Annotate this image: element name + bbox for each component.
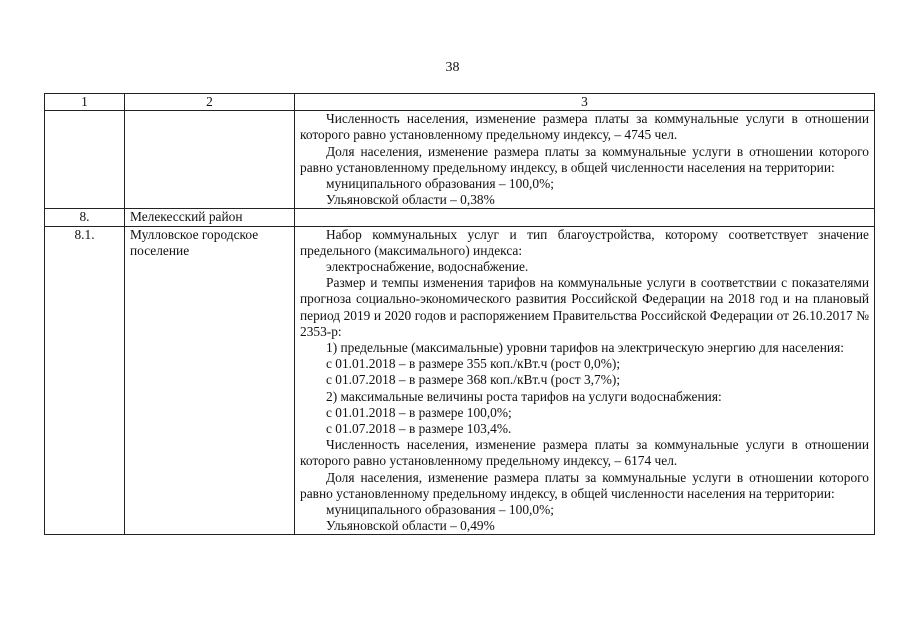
text-paragraph: 2) максимальные величины роста тарифов на услуги водоснабжения:: [326, 388, 722, 404]
header-col-2: 2: [125, 94, 295, 111]
text-paragraph: с 01.07.2018 – в размере 368 коп./кВт.ч (рост 3,7%);: [326, 372, 621, 388]
table-header-row: [45, 94, 875, 111]
text-paragraph: муниципального образования – 100,0%;: [326, 176, 554, 192]
cell-territory: Мелекесский район: [125, 209, 295, 226]
text-paragraph: Набор коммунальных услуг и тип благоустройства, которому соответствует значение предельного (максимального) индекса:: [300, 226, 869, 258]
text-paragraph: 1) предельные (максимальные) уровни тарифов на электрическую энергию для населения:: [326, 340, 844, 356]
cell-territory: Мулловское городское поселение: [125, 226, 295, 535]
text-paragraph: с 01.01.2018 – в размере 355 коп./кВт.ч (рост 0,0%);: [326, 356, 621, 372]
cell-content: [295, 209, 875, 226]
page-number: 38: [445, 60, 460, 75]
cell-content: [295, 111, 875, 209]
cell-territory: [125, 111, 295, 209]
text-paragraph: с 01.01.2018 – в размере 100,0%;: [326, 404, 512, 420]
text-paragraph: Размер и темпы изменения тарифов на коммунальные услуги в соответствии с показателями прогноза социально-экономического развития Российской Федерации на 2018 год и на плановый период 2019 и 2020 годов и распоряжением Правительства Российской Федерации от 26.10.2017 № 2353-р:: [300, 275, 869, 339]
text-paragraph: Доля населения, изменение размера платы за коммунальные услуги в отношении которого равно установленному предельному индексу, в общей численности населения на территории:: [300, 469, 869, 501]
cell-number: 8.: [45, 209, 125, 226]
cell-number: [45, 111, 125, 209]
text-paragraph: Численность населения, изменение размера платы за коммунальные услуги в отношении которого равно установленному предельному индексу, – 6174 чел.: [300, 437, 869, 469]
text-paragraph: электроснабжение, водоснабжение.: [326, 259, 529, 275]
text-paragraph: Доля населения, изменение размера платы за коммунальные услуги в отношении которого равно установленному предельному индексу, в общей численности населения на территории:: [300, 143, 869, 175]
text-paragraph: с 01.07.2018 – в размере 103,4%.: [326, 421, 512, 437]
text-paragraph: Ульяновской области – 0,38%: [326, 192, 495, 208]
document-table: [44, 93, 875, 535]
table-row-8-1: [45, 226, 875, 535]
text-paragraph: Численность населения, изменение размера платы за коммунальные услуги в отношении которого равно установленному предельному индексу, – 4745 чел.: [300, 111, 869, 143]
cell-content: [295, 226, 875, 535]
text-paragraph: Ульяновской области – 0,49%: [326, 518, 495, 534]
header-col-3: 3: [295, 94, 875, 111]
table-row-continuation: [45, 111, 875, 209]
text-paragraph: муниципального образования – 100,0%;: [326, 502, 554, 518]
cell-number: 8.1.: [45, 226, 125, 535]
header-col-1: 1: [45, 94, 125, 111]
table-row-section-8: [45, 209, 875, 226]
